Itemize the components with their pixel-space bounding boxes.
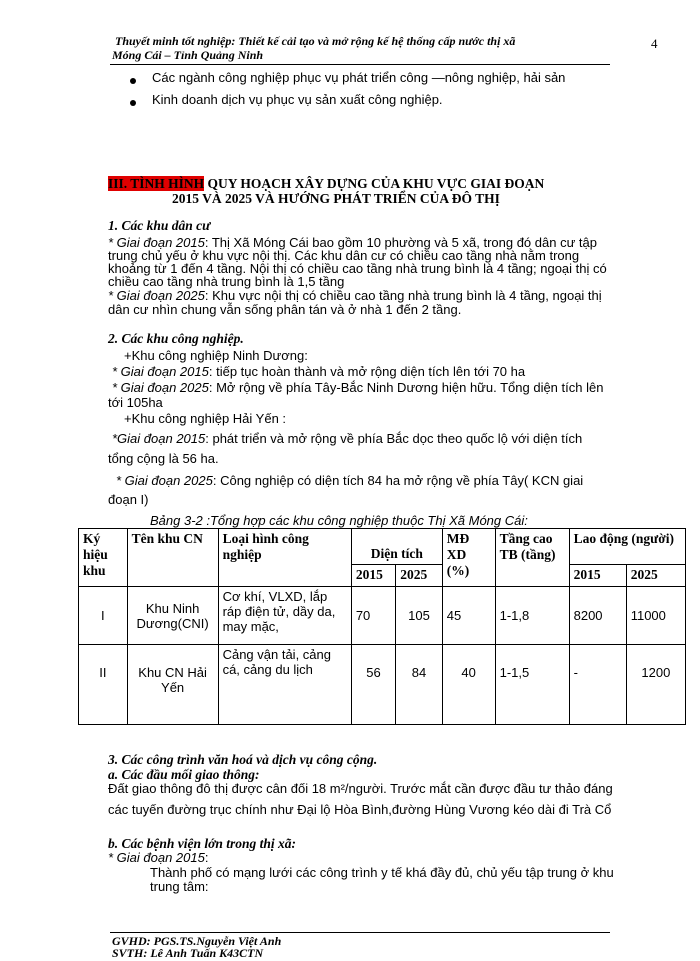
heading-public-works: 3. Các công trình văn hoá và dịch vụ công cộng. (108, 752, 378, 767)
col-header-name: Tên khu CN (127, 529, 218, 587)
zone-title: +Khu công nghiệp Hải Yến : (124, 411, 287, 426)
col-header-code: Ký hiệu khu (79, 529, 128, 587)
header-title: Thuyết minh tốt nghiệp: Thiết kế cải tạo và mở rộng kế hệ thống cấp nước thị xã (115, 34, 516, 48)
paragraph-line: khoảng từ 1 đến 4 tầng. Nội thị có chiều cao tầng nhà trung bình là 4 tầng; ngoại thị có (108, 261, 607, 276)
cell-name: Khu CN Hải Yến (127, 645, 218, 725)
header-divider (110, 64, 610, 65)
zone-title: +Khu công nghiệp Ninh Dương: (124, 348, 308, 363)
bullet-icon (130, 78, 136, 84)
col-header-labor: Lao động (người) (569, 529, 685, 565)
industrial-zones-table (78, 528, 686, 725)
paragraph-line: các tuyến đường trục chính như Đại lộ Hòa Bình,đường Hùng Vương kéo dài đi Trà Cổ (108, 802, 612, 817)
cell-name: Khu Ninh Dương(CNI) (127, 587, 218, 645)
cell-labor-2015: 8200 (569, 587, 626, 645)
cell-labor-2025: 11000 (626, 587, 685, 645)
paragraph (108, 288, 602, 303)
col-header-area: Diện tích (351, 529, 442, 565)
cell-type: Cảng vận tải, cảng cá, cảng du lịch (218, 645, 351, 725)
paragraph-text: : tiếp tục hoàn thành và mở rộng diện tích lên tới 70 ha (208, 364, 526, 379)
bullet-item: Các ngành công nghiệp phục vụ phát triển công —nông nghiệp, hải sản (152, 70, 566, 85)
paragraph (112, 364, 525, 379)
paragraph-line: trung chủ yếu ở khu vực nội thị. Các khu dân cư có chiều cao tầng nhà nằm trong (108, 248, 580, 263)
phase-label: *Giai đoạn 2015 (112, 431, 206, 446)
paragraph-text: : Thị Xã Móng Cái bao gồm 10 phường và 5 xã, trong đó dân cư tập (204, 235, 597, 250)
subheading-hospitals: b. Các bệnh viện lớn trong thị xã: (108, 836, 297, 851)
col-header-type: Loại hình công nghiệp (218, 529, 351, 587)
heading-industrial: 2. Các khu công nghiệp. (108, 331, 244, 346)
paragraph-line: tổng cộng là 56 ha. (108, 451, 219, 466)
cell-floors: 1-1,5 (495, 645, 569, 725)
paragraph (112, 380, 603, 395)
paragraph (116, 473, 583, 488)
paragraph-text: : (204, 850, 209, 865)
phase-label: * Giai đoạn 2015 (108, 850, 205, 865)
footer-divider (110, 932, 610, 933)
cell-area-2025: 84 (396, 645, 443, 725)
paragraph (108, 850, 208, 865)
col-header-density: MĐ XD (%) (442, 529, 495, 587)
paragraph-text: : Khu vực nội thị có chiều cao tầng nhà trung bình là 4 tầng, ngoại thị (204, 288, 602, 303)
section-title-line2: 2015 VÀ 2025 VÀ HƯỚNG PHÁT TRIỂN CỦA ĐÔ THỊ (172, 191, 500, 206)
page-number: 4 (651, 36, 658, 51)
col-header-labor-2015: 2015 (569, 565, 626, 587)
paragraph (112, 431, 582, 446)
footer-student: SVTH: Lê Anh Tuấn K43CTN (112, 946, 264, 960)
cell-labor-2015: - (569, 645, 626, 725)
paragraph-line: Đất giao thông đô thị được cân đối 18 m²/người. Trước mắt cần được đầu tư thảo đáng (108, 781, 613, 796)
cell-type: Cơ khí, VLXD, lắp ráp điện tử, dầy da, may mặc, (218, 587, 351, 645)
section-title-highlight: III. TÌNH HÌNH (108, 176, 205, 191)
paragraph-line: dân cư nhìn chung vẫn sống phân tán và ở nhà 1 đến 2 tầng. (108, 302, 462, 317)
paragraph-text: : Công nghiệp có diện tích 84 ha mở rộng về phía Tây( KCN giai (212, 473, 584, 488)
paragraph-line: trung tâm: (150, 879, 209, 894)
col-header-area-2025: 2025 (396, 565, 443, 587)
cell-floors: 1-1,8 (495, 587, 569, 645)
cell-code: I (79, 587, 128, 645)
table-row (79, 645, 686, 725)
cell-code: II (79, 645, 128, 725)
header-subtitle: Móng Cái – Tỉnh Quảng Ninh (112, 48, 264, 62)
paragraph-line: đoạn I) (108, 492, 149, 507)
paragraph-text: : phát triển và mở rộng về phía Bắc dọc theo quốc lộ với diện tích (205, 431, 583, 446)
section-title (108, 176, 544, 192)
phase-label: * Giai đoạn 2025 (116, 473, 213, 488)
col-header-area-2015: 2015 (351, 565, 395, 587)
col-header-labor-2025: 2025 (626, 565, 685, 587)
heading-residential: 1. Các khu dân cư (108, 218, 211, 233)
cell-density: 45 (442, 587, 495, 645)
phase-label: * Giai đoạn 2025 (112, 380, 209, 395)
bullet-icon (130, 100, 136, 106)
paragraph-line: Thành phố có mạng lưới các công trình y tế khá đầy đủ, chủ yếu tập trung ở khu (150, 865, 614, 880)
subheading-transport: a. Các đầu mối giao thông: (108, 767, 260, 782)
phase-label: * Giai đoạn 2015 (112, 364, 209, 379)
cell-density: 40 (442, 645, 495, 725)
cell-area-2025: 105 (396, 587, 443, 645)
phase-label: * Giai đoạn 2025 (108, 288, 205, 303)
phase-label: * Giai đoạn 2015 (108, 235, 205, 250)
bullet-item: Kinh doanh dịch vụ phục vụ sản xuất công nghiệp. (152, 92, 443, 107)
footer-supervisor: GVHD: PGS.TS.Nguyễn Việt Anh (112, 934, 282, 948)
cell-labor-2025: 1200 (626, 645, 685, 725)
paragraph-line: chiều cao tầng nhà trung bình là 1,5 tầng (108, 274, 345, 289)
paragraph-line: tới 105ha (108, 395, 163, 410)
section-title-rest: QUY HOẠCH XÂY DỰNG CỦA KHU VỰC GIAI ĐOẠN (204, 176, 545, 191)
table-row (79, 587, 686, 645)
col-header-floors: Tầng cao TB (tầng) (495, 529, 569, 587)
cell-area-2015: 56 (351, 645, 395, 725)
paragraph-text: : Mở rộng về phía Tây-Bắc Ninh Dương hiện hữu. Tổng diện tích lên (208, 380, 604, 395)
cell-area-2015: 70 (351, 587, 395, 645)
table-caption: Bảng 3-2 :Tổng hợp các khu công nghiệp thuộc Thị Xã Móng Cái: (150, 513, 528, 528)
